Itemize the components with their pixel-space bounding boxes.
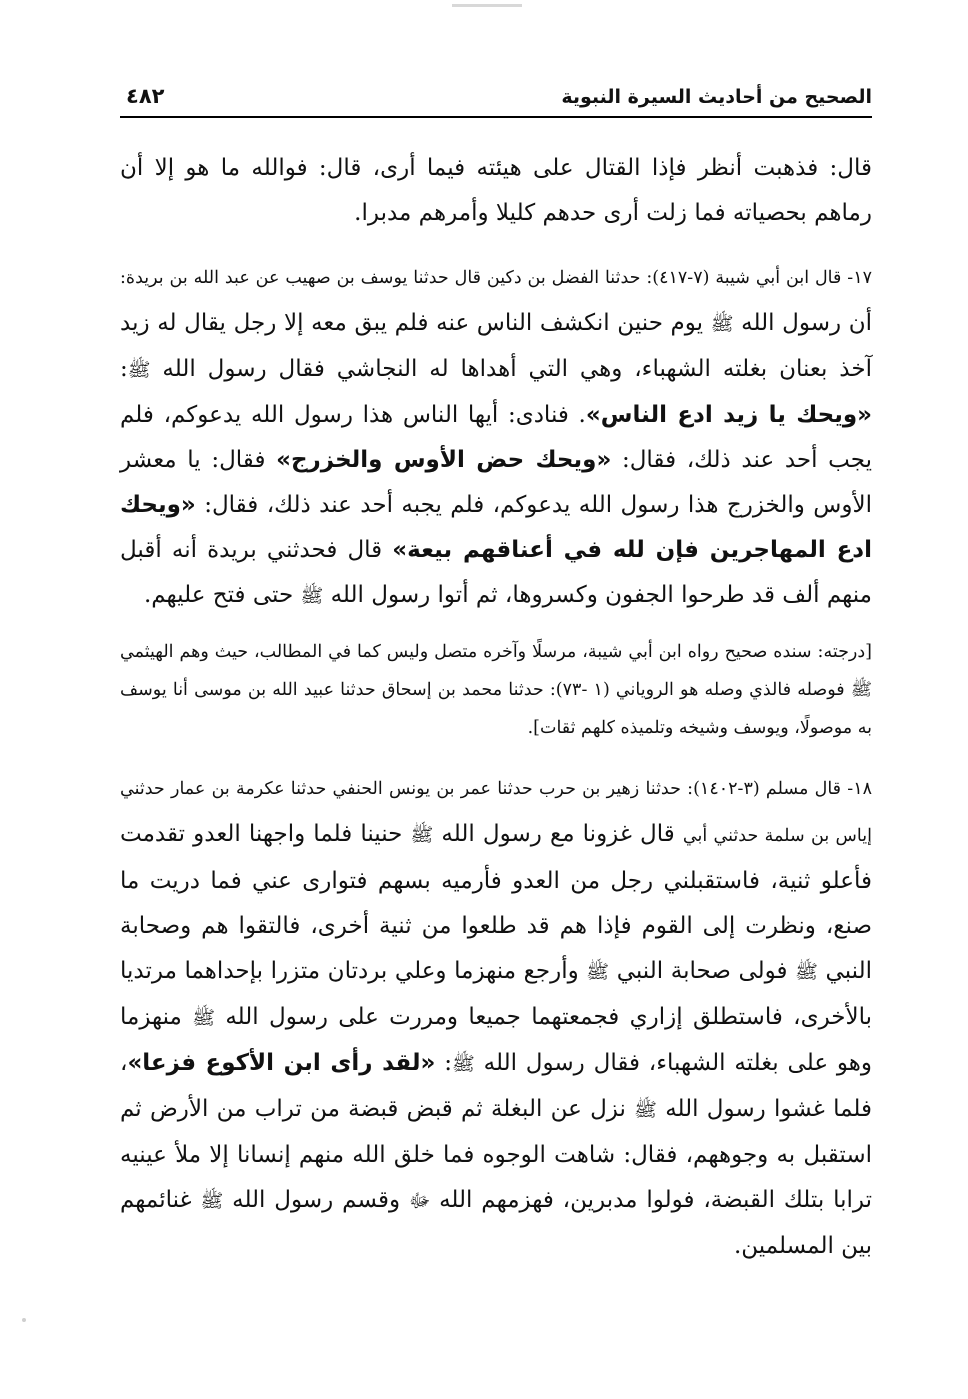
page-header — [120, 80, 872, 126]
top-scan-dash — [452, 4, 522, 7]
salutation-glyph: ﷺ — [795, 961, 818, 983]
running-title: الصحيح من أحاديث السيرة النبوية — [561, 86, 872, 108]
salutation-glyph: ﷺ — [410, 824, 434, 846]
hadith-18-isnad: ١٨- قال مسلم (٣-١٤٠٢): حدثنا زهير بن حرب حدثنا عمر بن يونس الحنفي حدثنا عكرمة بن عمار حدثني إياس بن سلمة حدثني أبي — [120, 779, 872, 846]
salutation-glyph: ﷺ — [710, 313, 734, 335]
hadith-17: ١٧- قال ابن أبي شيبة (٧-٤١٧): حدثنا الفضل بن دكين قال حدثنا يوسف بن صهيب عن عبد الله بن بريدة: أن رسول الله ﷺ يوم حنين انكشف الناس عنه فلم يبق معه إلا رجل يقال له زيد آخذ بعنان بغلته الشهباء، وهي التي أهداها له النجاشي فقال رسول الله ﷺ: «ويحك يا زيد ادع الناس». فنادى: أيها الناس هذا رسول الله يدعوكم، فلم يجب أحد عند ذلك، فقال: «ويحك حض الأوس والخزرج» فقال: يا معشر الأوس والخزرج هذا رسول الله يدعوكم، فلم يجبه أحد عند ذلك، فقال: «ويحك ادع المهاجرين فإن لله في أعناقهم بيعة» قال فحدثني بريدة أنه أقبل منهم ألف قد طرحوا الجفون وكسروها، ثم أتوا رسول الله ﷺ حتى فتح عليهم. — [120, 268, 872, 608]
hadith-18: ١٨- قال مسلم (٣-١٤٠٢): حدثنا زهير بن حرب حدثنا عمر بن يونس الحنفي حدثنا عكرمة بن عمار حدثني إياس بن سلمة حدثني أبي قال غزونا مع رسول الله ﷺ حنينا فلما واجهنا العدو تقدمت فأعلو ثنية، فاستقبلني رجل من العدو فأرميه بسهم فتوارى عني فما دريت ما صنع، ونظرت إلى القوم فإذا هم قد طلعوا من ثنية أخرى، فالتقوا هم وصحابة النبي ﷺ فولى صحابة النبي ﷺ وأرجع منهزما وعلي بردتان متزرا بإحداهما مرتديا بالأخرى، فاستطلق إزاري فجمعتهما جميعا ومررت على رسول الله ﷺ منهزما وهو على بغلته الشهباء، فقال رسول الله ﷺ: «لقد رأى ابن الأكوع فزعا»، فلما غشوا رسول الله ﷺ نزل عن البغلة ثم قبض قبضة من تراب من الأرض ثم استقبل به وجوههم، فقال: شاهت الوجوه فما خلق الله منهم إنسانا إلا ملأ عينيه ترابا بتلك القبضة، فولوا مدبرين، فهزمهم الله ﷻ وقسم رسول الله ﷺ غنائمهم بين المسلمين. — [120, 779, 873, 1259]
salutation-glyph: ﷺ — [192, 1007, 216, 1029]
grading-note-17: [درجته: سنده صحيح رواه ابن أبي شيبة، مرسلًا وآخره متصل وليس كما في المطالب، حيث وهم الهيثمي ﷺ فوصله فالذي وصله هو الروياني (١ -٧٣): حدثنا محمد بن إسحاق حدثنا عبيد الله بن موسى أنا يوسف به موصولًا، ويوسف وشيخه وتلميذه كلهم ثقات]. — [120, 642, 872, 738]
exaltation-glyph: ﷻ — [408, 1190, 431, 1212]
salutation-glyph: ﷺ — [586, 961, 610, 983]
page-body — [120, 146, 872, 1269]
salutation-glyph: ﷺ — [127, 359, 151, 381]
quoted-speech: «ويحك حض الأوس والخزرج» — [276, 447, 612, 473]
salutation-glyph: ﷺ — [634, 1099, 657, 1121]
salutation-glyph: ﷺ — [200, 1190, 224, 1212]
paragraph-continuation: قال: فذهبت أنظر فإذا القتال على هيئته فيما أرى، قال: فوالله ما هو إلا أن رماهم بحصياته فما زلت أرى حدهم كليلا وأمرهم مدبرا. — [120, 155, 872, 226]
quoted-speech: «ويحك يا زيد ادع الناس» — [585, 402, 872, 428]
page-number: ٤٨٢ — [120, 84, 170, 108]
quoted-speech: «لقد رأى ابن الأكوع فزعا» — [127, 1050, 436, 1076]
quoted-speech: «ويحك ادع المهاجرين فإن لله في أعناقهم بيعة» — [120, 492, 872, 563]
salutation-glyph: ﷺ — [452, 1053, 475, 1075]
salutation-glyph: ﷺ — [300, 585, 324, 607]
scan-speck — [22, 1318, 26, 1322]
hadith-17-isnad: ١٧- قال ابن أبي شيبة (٧-٤١٧): حدثنا الفضل بن دكين قال حدثنا يوسف بن صهيب عن عبد الله بن بريدة: — [120, 268, 872, 288]
header-rule — [120, 116, 872, 118]
